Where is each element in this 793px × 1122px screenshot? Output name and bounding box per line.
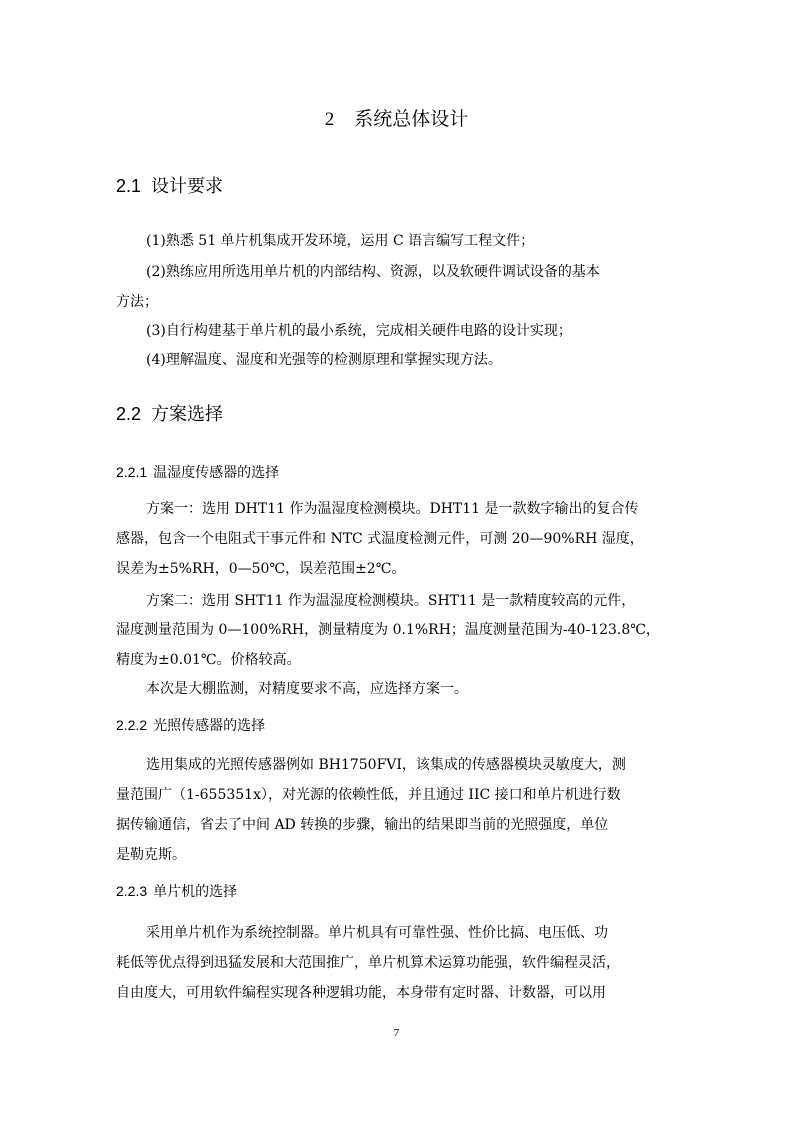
paragraph-line: 湿度测量范围为 0—100%RH，测量精度为 0.1%RH；温度测量范围为-40-123.8℃， <box>116 622 660 638</box>
paragraph-line: 选用集成的光照传感器例如 BH1750FVI，该集成的传感器模块灵敏度大，测 <box>146 757 626 773</box>
section-2-2-heading <box>116 400 223 426</box>
section-number: 2.2 <box>116 404 142 424</box>
paragraph-line: 精度为±0.01℃。价格较高。 <box>116 652 301 668</box>
paragraph-line: 误差为±5%RH，0—50℃，误差范围±2℃。 <box>116 561 406 577</box>
requirement-item-3: (3)自行构建基于单片机的最小系统，完成相关硬件电路的设计实现； <box>146 323 572 339</box>
section-title: 设计要求 <box>151 176 224 197</box>
paragraph-line: 耗低等优点得到迅猛发展和大范围推广，单片机算术运算功能强，软件编程灵活， <box>116 955 620 971</box>
subsection-2-2-1-heading <box>116 462 279 482</box>
subsection-number: 2.2.1 <box>116 464 148 480</box>
chapter-number: 2 <box>324 109 335 130</box>
paragraph-line: 方案一：选用 DHT11 作为温湿度检测模块。DHT11 是一款数字输出的复合传 <box>146 501 639 517</box>
requirement-item-2: (2)熟练应用所选用单片机的内部结构、资源，以及软硬件调试设备的基本 <box>146 264 600 280</box>
subsection-title: 光照传感器的选择 <box>153 718 266 734</box>
paragraph-line: 据传输通信，省去了中间 AD 转换的步骤，输出的结果即当前的光照强度，单位 <box>116 817 609 833</box>
paragraph-line: 感器，包含一个电阻式干事元件和 NTC 式温度检测元件，可测 20—90%RH 湿度， <box>116 531 644 547</box>
section-number: 2.1 <box>116 176 142 196</box>
paragraph-line: 是勒克斯。 <box>116 847 186 863</box>
requirement-item-2-cont: 方法； <box>116 294 158 310</box>
paragraph-line: 方案二：选用 SHT11 作为温湿度检测模块。SHT11 是一款精度较高的元件， <box>146 593 636 609</box>
chapter-title <box>0 104 793 131</box>
requirement-item-1: (1)熟悉 51 单片机集成开发环境，运用 C 语言编写工程文件； <box>146 233 535 249</box>
subsection-2-2-3-heading <box>116 881 237 901</box>
subsection-number: 2.2.2 <box>116 717 148 733</box>
paragraph-line: 量范围广（1-655351x），对光源的依赖性低，并且通过 IIC 接口和单片机进行数 <box>116 787 621 803</box>
subsection-title: 温湿度传感器的选择 <box>153 465 280 481</box>
subsection-title: 单片机的选择 <box>153 884 238 900</box>
subsection-number: 2.2.3 <box>116 883 148 899</box>
paragraph-line: 本次是大棚监测，对精度要求不高，应选择方案一。 <box>146 681 468 697</box>
chapter-title-text: 系统总体设计 <box>354 108 469 130</box>
section-title: 方案选择 <box>151 404 224 425</box>
subsection-2-2-2-heading <box>116 715 265 735</box>
section-2-1-heading <box>116 172 223 198</box>
requirement-item-4: (4)理解温度、湿度和光强等的检测原理和掌握实现方法。 <box>146 352 502 368</box>
paragraph-line: 自由度大，可用软件编程实现各种逻辑功能，本身带有定时器、计数器，可以用 <box>116 985 606 1001</box>
page-number: 7 <box>393 1027 400 1039</box>
paragraph-line: 采用单片机作为系统控制器。单片机具有可靠性强、性价比搞、电压低、功 <box>146 925 608 941</box>
